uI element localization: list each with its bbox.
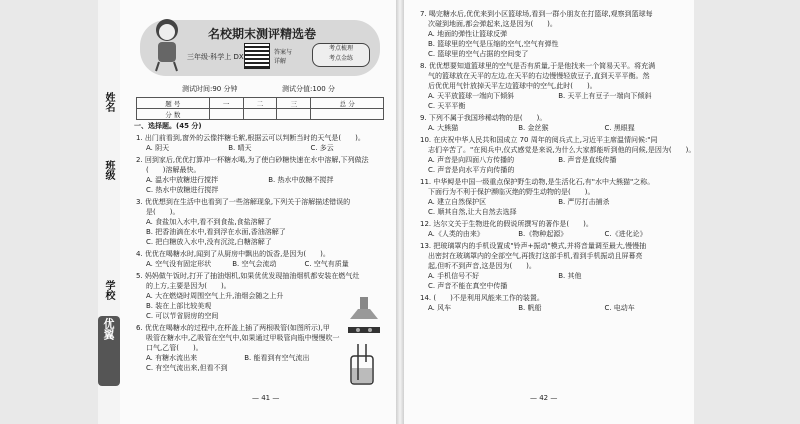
class-label: 班级 [103,160,114,180]
question-7-option-a[interactable]: A. 地面的弹性让篮球反弹 [428,30,508,38]
question-6-options [146,353,310,363]
score-row-label: 分 数 [137,109,210,120]
question-1: 1. 出门前看到,窗外的云像拌糖毛絮,根据云可以判断当时的天气是( )。 [136,134,365,142]
question-5-option-a[interactable]: A. 大在燃烧时周围空气上升,油烟会随之上升 [146,292,284,300]
answer-note [274,48,292,66]
question-7-cont: 次碰到地面,都会弹起来,这是因为( )。 [428,20,557,28]
test-time: 测试时间:90 分钟 [182,85,238,93]
section-heading: 一、选择题。(45 分) [134,122,202,130]
key-points-badge [312,43,370,67]
question-13: 13. 把玻璃罩内的手机设置成"铃声+振动"模式,并将音量调至最大,慢慢抽 [420,242,647,250]
question-8: 8. 优优想要知道篮球里的空气是否有质量,于是他找来一个简易天平。将充满 [420,62,656,70]
question-2-cont: ( )溶解最快。 [146,166,201,174]
question-14-options [428,303,635,313]
question-10: 10. 在庆祝中华人民共和国成立 70 周年的阅兵式上,习近平主席温情问候:"同 [420,136,658,144]
mascot-girl-illustration [146,14,188,72]
question-5-option-c[interactable]: C. 可以节省厨房的空间 [146,312,219,320]
score-input-cell[interactable] [311,109,384,120]
question-7: 7. 喝完糖水后,优优来到小区篮球场,看到一群小朋友在打篮球,观察到篮球每 [420,10,653,18]
question-7-option-c[interactable]: C. 篮球里的空气占据的空间变了 [428,50,529,58]
page-gutter [396,0,404,424]
option[interactable]: C. 电动车 [604,304,635,312]
question-12: 12. 达尔文关于生物进化的假说所撰写的著作是( )。 [420,220,593,228]
score-header-cell: 一 [209,98,243,109]
jar-with-straws-illustration [347,344,377,386]
question-8-option-c[interactable]: C. 天平平衡 [428,102,466,110]
question-11-option-c[interactable]: C. 顺其自然,让大自然去选择 [428,208,517,216]
question-2-options-row2 [146,185,218,195]
question-8-cont: 气的篮球放在天平的左边,在天平的右边慢慢轻放豆子,直到天平平衡。然 [428,72,650,80]
question-9-options [428,123,635,133]
option[interactable]: B. 晴天 [228,144,252,152]
question-3-option-c[interactable]: C. 把白糖放入水中,没有沉淀,白糖溶解了 [146,238,272,246]
question-2-options [146,175,334,185]
score-input-cell[interactable] [209,109,243,120]
option[interactable]: A. 大熊猫 [428,124,459,132]
question-12-options [428,229,647,239]
option[interactable]: A. 阴天 [146,144,170,152]
question-4-options [146,259,349,269]
question-6-cont2: 口气,乙管( )。 [146,344,203,352]
question-11: 11. 中华鲟是中国一级重点保护野生动物,是生活化石,有"水中大熊猫"之称。 [420,178,655,186]
question-8-options [428,91,652,101]
question-13-options [428,271,582,281]
option[interactable]: B. 声音是直线传播 [558,156,617,164]
question-7-option-b[interactable]: B. 篮球里的空气是压缩的空气,空气有弹性 [428,40,559,48]
question-3-option-a[interactable]: A. 食盐加入水中,看不到食盐,食盐溶解了 [146,218,272,226]
test-score: 测试分值:100 分 [282,85,335,93]
range-hood-illustration [346,297,382,337]
option[interactable]: C. 黑眼猩 [604,124,635,132]
option[interactable]: B. 其他 [558,272,582,280]
qr-code[interactable] [244,43,270,69]
option[interactable]: A. 温水中放糖进行搅拌 [146,176,219,184]
option[interactable]: A. 有糖水流出来 [146,354,198,362]
question-11-options [428,197,610,207]
option[interactable]: B. 空气会流动 [232,260,277,268]
option[interactable]: C. 热水中放糖进行搅拌 [146,186,219,194]
exam-title: 名校期末测评精选卷 [208,27,317,41]
question-5-option-b[interactable]: B. 装在上部比较美观 [146,302,212,310]
question-1-options [146,143,334,153]
brand-text: 优翼 [102,318,115,340]
question-10-cont: 志们辛苦了。"在阅兵中,仪式感觉是来说,为什么大家都能听到他的问候,是因为( )。 [428,146,696,154]
option[interactable]: A. 空气没有固定形状 [146,260,212,268]
page-number-right: — 42 — [530,394,558,402]
score-header-cell: 题 号 [137,98,210,109]
option[interactable]: A. 手机信号不好 [428,272,480,280]
question-8-cont2: 后优优用气针放掉天平左边篮球中的空气,此时( )。 [428,82,597,90]
option[interactable]: A. 声音是向四面八方传播的 [428,156,515,164]
option[interactable]: A. 建立自然保护区 [428,198,487,206]
key-points-line2: 考点金练 [328,55,353,62]
question-13-option-c[interactable]: C. 声音不能在真空中传播 [428,282,508,290]
question-11-cont: 下面行为不利于保护濒临灭绝的野生动物的是( )。 [428,188,595,196]
question-4: 4. 优优在喝糖水时,闻到了从厨房中飘出的饭香,是因为( )。 [136,250,330,258]
question-9: 9. 下列不属于我国珍稀动物的是( )。 [420,114,547,122]
option[interactable]: B. 天平上有豆子一端向下倾斜 [558,92,652,100]
option[interactable]: B. 金丝猴 [518,124,549,132]
option[interactable]: C.《进化论》 [604,230,647,238]
school-label: 学校 [103,280,114,300]
question-6: 6. 优优在喝糖水的过程中,在杯盖上插了两根吸管(如图所示),甲 [136,324,330,332]
option[interactable]: B. 帆船 [518,304,542,312]
option[interactable]: B. 热水中放糖不搅拌 [268,176,334,184]
option[interactable]: B. 严厉打击捕杀 [558,198,610,206]
question-5: 5. 妈妈做午饭时,打开了抽油烟机,如果优优发现抽油烟机都安装在燃气灶 [136,272,360,280]
question-2: 2. 回到家后,优优打算冲一杯糖水喝,为了使白砂糖快速在水中溶解,下列做法 [136,156,369,164]
page-number-left: — 41 — [252,394,280,402]
key-points-line1: 考点梳理 [328,45,353,52]
name-label: 姓名 [103,92,114,112]
question-10-option-c[interactable]: C. 声音是向水平方向传播的 [428,166,515,174]
question-3: 3. 优优想到在生活中也看到了一些溶解现象,下列关于溶解描述错误的 [136,198,351,206]
question-6-option-c[interactable]: C. 有空气流出来,但看不到 [146,364,228,372]
answer-note-line1: 答案与 [274,49,293,56]
question-13-cont2: 起,但听不到声音,这是因为( )。 [428,262,536,270]
question-5-cont: 的上方,主要是因为( )。 [146,282,231,290]
score-input-cell[interactable] [277,109,311,120]
question-14: 14. ( )不是利用风能来工作的装置。 [420,294,544,302]
score-header-cell: 总 分 [311,98,384,109]
score-input-cell[interactable] [243,109,277,120]
question-13-cont: 出密封在玻璃罩内的全部空气,再拨打这部手机,看到手机振动且屏幕亮 [428,252,643,260]
answer-note-line2: 详解 [274,58,287,65]
option[interactable]: B. 能看到有空气流出 [244,354,310,362]
question-3-cont: 是( )。 [146,208,180,216]
question-3-option-b[interactable]: B. 把香油滴在水中,看到浮在水面,香油溶解了 [146,228,286,236]
option[interactable]: B.《物种起源》 [518,230,568,238]
subject-label: 三年级·科学上 DX [187,53,244,61]
option[interactable]: C. 多云 [310,144,334,152]
option[interactable]: C. 空气有质量 [304,260,349,268]
option[interactable]: A.《人类的由来》 [428,230,484,238]
score-table [136,97,384,120]
score-header-cell: 二 [243,98,277,109]
score-header-cell: 三 [277,98,311,109]
question-6-cont: 吸管在糖水中,乙吸管在空气中,如果通过甲吸管向瓶中慢慢吹一 [146,334,340,342]
question-10-options [428,155,617,165]
option[interactable]: A. 天平放篮球一端向下倾斜 [428,92,515,100]
option[interactable]: A. 风车 [428,304,452,312]
